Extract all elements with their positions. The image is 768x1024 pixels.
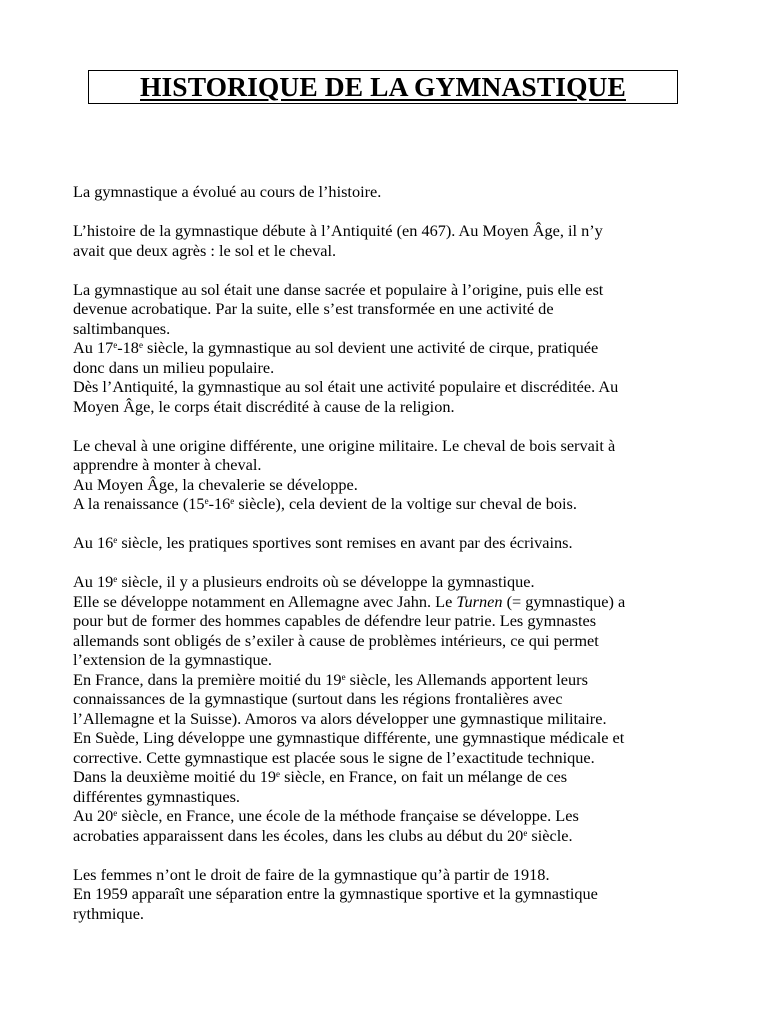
text-line: L’histoire de la gymnastique débute à l’Antiquité (en 467). Au Moyen Âge, il n’y [73, 221, 603, 240]
text-line: corrective. Cette gymnastique est placée sous le signe de l’exactitude technique. [73, 747, 595, 767]
text-line: Au 16e siècle, les pratiques sportives sont remises en avant par des écrivains. [73, 533, 573, 552]
text-line: Le cheval à une origine différente, une origine militaire. Le cheval de bois servait à [73, 435, 616, 455]
superscript: e [341, 671, 346, 682]
text-line: donc dans un milieu populaire. [73, 357, 275, 377]
superscript: e [523, 827, 528, 838]
superscript: e [230, 496, 235, 506]
superscript: e [276, 769, 281, 779]
text-line: La gymnastique a évolué au cours de l’histoire. [73, 182, 382, 201]
text-line: Dès l’Antiquité, la gymnastique au sol était une activité populaire et discréditée. Au [73, 377, 619, 396]
text-line: apprendre à monter à cheval. [73, 455, 262, 474]
superscript: e [113, 340, 118, 350]
text-line: Au 19e siècle, il y a plusieurs endroits où se développe la gymnastique. [73, 572, 535, 591]
superscript: e [204, 496, 209, 506]
text-line: l’extension de la gymnastique. [73, 650, 272, 669]
text-line: connaissances de la gymnastique (surtout dans les régions frontalières avec [73, 689, 563, 708]
superscript: e [113, 574, 118, 584]
text-line: l’Allemagne et la Suisse). Amoros va alors développer une gymnastique militaire. [73, 708, 607, 728]
text-line: pour but de former des hommes capables de défendre leur patrie. Les gymnastes [73, 611, 597, 630]
text-line: devenue acrobatique. Par la suite, elle s’est transformée en une activité de [73, 299, 554, 318]
title-box [88, 70, 678, 104]
text-line: Au 20e siècle, en France, une école de la méthode française se développe. Les [73, 806, 579, 825]
text-line: Elle se développe notamment en Allemagne avec Jahn. Le Turnen (= gymnastique) a [73, 591, 626, 611]
superscript: e [113, 808, 118, 818]
superscript: e [113, 535, 118, 545]
text-line: La gymnastique au sol était une danse sacrée et populaire à l’origine, puis elle est [73, 279, 604, 299]
page-title: HISTORIQUE DE LA GYMNASTIQUE [140, 71, 626, 102]
text-line: différentes gymnastiques. [73, 786, 240, 806]
text-line: En Suède, Ling développe une gymnastique différente, une gymnastique médicale et [73, 728, 625, 747]
text-line: allemands sont obligés de s’exiler à cause de problèmes intérieurs, ce qui permet [73, 630, 599, 650]
text-line: Moyen Âge, le corps était discrédité à cause de la religion. [73, 396, 455, 416]
text-line: Dans la deuxième moitié du 19e siècle, en France, on fait un mélange de ces [73, 767, 568, 786]
text-line: Les femmes n’ont le droit de faire de la gymnastique qu’à partir de 1918. [73, 864, 550, 884]
text-line: acrobaties apparaissent dans les écoles, dans les clubs au début du 20e siècle. [73, 825, 573, 845]
superscript: e [138, 340, 143, 350]
text-line: rythmique. [73, 903, 144, 923]
text-line: En France, dans la première moitié du 19e siècle, les Allemands apportent leurs [73, 669, 588, 689]
text-line: Au Moyen Âge, la chevalerie se développe. [73, 474, 358, 494]
text-line: A la renaissance (15e-16e siècle), cela devient de la voltige sur cheval de bois. [73, 494, 577, 513]
text-line: saltimbanques. [73, 318, 171, 338]
document-body [73, 182, 698, 923]
text-line: En 1959 apparaît une séparation entre la gymnastique sportive et la gymnastique [73, 884, 598, 903]
text-line: Au 17e-18e siècle, la gymnastique au sol devient une activité de cirque, pratiquée [73, 338, 599, 357]
turnen-term: Turnen [456, 591, 503, 611]
text-line: avait que deux agrès : le sol et le cheval. [73, 240, 337, 260]
